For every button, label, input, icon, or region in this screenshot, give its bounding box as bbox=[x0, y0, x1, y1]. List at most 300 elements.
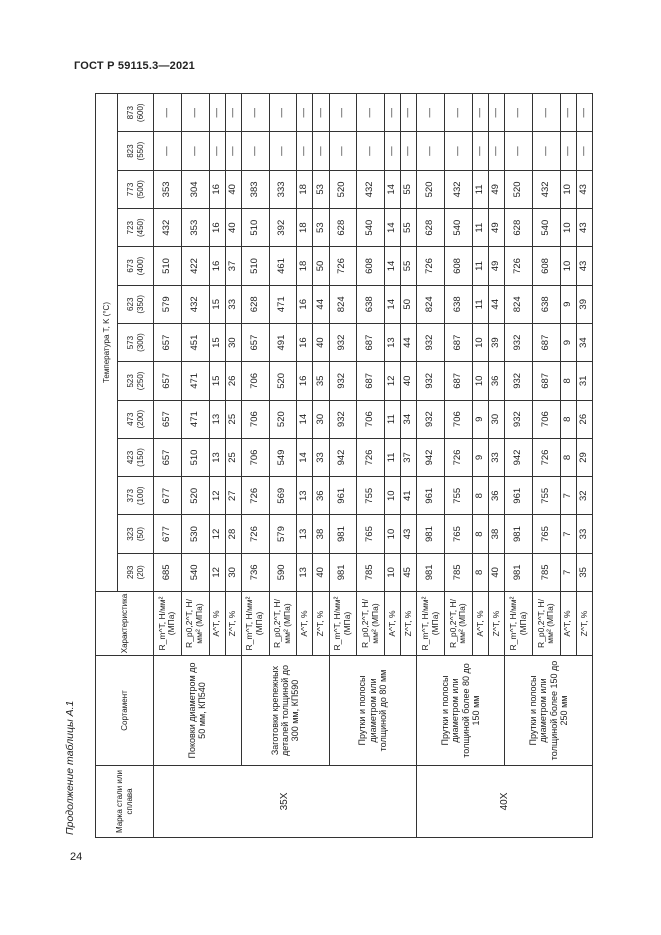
characteristic-cell: Z^T, % bbox=[576, 592, 592, 656]
value-cell: — bbox=[209, 94, 225, 132]
value-cell: 7 bbox=[560, 553, 576, 591]
value-cell: — bbox=[297, 94, 313, 132]
value-cell: 8 bbox=[560, 400, 576, 438]
temperature-kelvin: 573 bbox=[126, 335, 136, 350]
temperature-kelvin: 873 bbox=[126, 106, 136, 120]
value-cell: 540 bbox=[445, 209, 473, 247]
value-cell: 961 bbox=[329, 477, 357, 515]
value-cell: 43 bbox=[401, 515, 417, 553]
value-cell: 726 bbox=[417, 247, 445, 285]
value-cell: — bbox=[532, 132, 560, 170]
value-cell: 687 bbox=[357, 323, 385, 361]
value-cell: 40 bbox=[313, 323, 329, 361]
value-cell: 755 bbox=[445, 477, 473, 515]
value-cell: 608 bbox=[532, 247, 560, 285]
value-cell: 30 bbox=[225, 553, 241, 591]
value-cell: 25 bbox=[225, 400, 241, 438]
characteristic-cell: A^T, % bbox=[385, 592, 401, 656]
value-cell: 726 bbox=[329, 247, 357, 285]
value-cell: — bbox=[576, 94, 592, 132]
value-cell: 510 bbox=[241, 247, 269, 285]
value-cell: — bbox=[329, 132, 357, 170]
value-cell: 39 bbox=[489, 323, 505, 361]
value-cell: — bbox=[154, 132, 182, 170]
value-cell: 12 bbox=[209, 515, 225, 553]
value-cell: 520 bbox=[181, 477, 209, 515]
value-cell: 35 bbox=[576, 553, 592, 591]
table-row bbox=[417, 94, 445, 838]
temperature-kelvin: 473 bbox=[126, 412, 136, 426]
value-cell: 27 bbox=[225, 477, 241, 515]
value-cell: — bbox=[532, 94, 560, 132]
temperature-celsius: (50) bbox=[135, 526, 145, 542]
value-cell: 8 bbox=[560, 438, 576, 476]
characteristic-cell: R_m^T, Н/мм² (МПа) bbox=[505, 592, 533, 656]
value-cell: — bbox=[241, 132, 269, 170]
value-cell: 736 bbox=[241, 553, 269, 591]
value-cell: 657 bbox=[154, 438, 182, 476]
value-cell: — bbox=[560, 94, 576, 132]
value-cell: 726 bbox=[532, 438, 560, 476]
value-cell: 11 bbox=[472, 209, 488, 247]
value-cell: 706 bbox=[241, 400, 269, 438]
value-cell: 432 bbox=[445, 170, 473, 208]
value-cell: 510 bbox=[154, 247, 182, 285]
value-cell: 765 bbox=[445, 515, 473, 553]
temperature-kelvin: 323 bbox=[126, 527, 136, 541]
value-cell: 638 bbox=[532, 285, 560, 323]
value-cell: 540 bbox=[181, 553, 209, 591]
value-cell: 33 bbox=[489, 438, 505, 476]
value-cell: 50 bbox=[313, 247, 329, 285]
value-cell: 37 bbox=[401, 438, 417, 476]
temperature-cell bbox=[118, 438, 154, 476]
steel-grade-cell: 35Х bbox=[154, 766, 417, 838]
value-cell: 14 bbox=[385, 170, 401, 208]
value-cell: 706 bbox=[357, 400, 385, 438]
value-cell: 55 bbox=[401, 170, 417, 208]
value-cell: 451 bbox=[181, 323, 209, 361]
characteristic-cell: R_m^T, Н/мм² (МПа) bbox=[241, 592, 269, 656]
temperature-kelvin: 773 bbox=[126, 182, 136, 197]
value-cell: 7 bbox=[560, 515, 576, 553]
value-cell: 14 bbox=[297, 400, 313, 438]
value-cell: — bbox=[154, 94, 182, 132]
value-cell: — bbox=[181, 132, 209, 170]
value-cell: 44 bbox=[489, 285, 505, 323]
value-cell: 7 bbox=[560, 477, 576, 515]
value-cell: 706 bbox=[445, 400, 473, 438]
value-cell: 39 bbox=[576, 285, 592, 323]
value-cell: — bbox=[357, 94, 385, 132]
value-cell: 11 bbox=[385, 400, 401, 438]
value-cell: 628 bbox=[505, 209, 533, 247]
table-row bbox=[505, 94, 533, 838]
value-cell: 510 bbox=[241, 209, 269, 247]
value-cell: 383 bbox=[241, 170, 269, 208]
characteristic-cell: A^T, % bbox=[560, 592, 576, 656]
value-cell: 10 bbox=[560, 170, 576, 208]
value-cell: 432 bbox=[532, 170, 560, 208]
value-cell: 755 bbox=[357, 477, 385, 515]
value-cell: 932 bbox=[505, 400, 533, 438]
value-cell: 35 bbox=[313, 362, 329, 400]
characteristic-cell: R_p0,2^T, Н/мм² (МПа) bbox=[445, 592, 473, 656]
value-cell: 540 bbox=[532, 209, 560, 247]
value-cell: 36 bbox=[489, 362, 505, 400]
temperature-cell bbox=[118, 400, 154, 438]
value-cell: 726 bbox=[505, 247, 533, 285]
properties-table bbox=[95, 93, 593, 838]
value-cell: 608 bbox=[357, 247, 385, 285]
value-cell: 10 bbox=[385, 553, 401, 591]
value-cell: — bbox=[329, 94, 357, 132]
characteristic-cell: A^T, % bbox=[472, 592, 488, 656]
value-cell: 43 bbox=[576, 247, 592, 285]
temperature-kelvin: 673 bbox=[126, 259, 136, 273]
value-cell: 9 bbox=[472, 400, 488, 438]
value-cell: 10 bbox=[472, 362, 488, 400]
sortament-cell: Прутки и полосы диаметром или толщиной более 150 до 250 мм bbox=[505, 656, 593, 766]
value-cell: 657 bbox=[154, 400, 182, 438]
sortament-column-header: Сортамент bbox=[96, 656, 154, 766]
value-cell: — bbox=[417, 132, 445, 170]
temperature-kelvin: 293 bbox=[126, 565, 136, 580]
value-cell: 471 bbox=[181, 362, 209, 400]
temperature-cell bbox=[118, 477, 154, 515]
characteristic-cell: R_p0,2^T, Н/мм² (МПа) bbox=[532, 592, 560, 656]
value-cell: — bbox=[225, 132, 241, 170]
value-cell: 13 bbox=[297, 477, 313, 515]
grade-column-header: Марка стали или сплава bbox=[96, 766, 154, 838]
value-cell: 657 bbox=[154, 362, 182, 400]
value-cell: 549 bbox=[269, 438, 297, 476]
value-cell: 961 bbox=[417, 477, 445, 515]
value-cell: 33 bbox=[313, 438, 329, 476]
value-cell: 706 bbox=[241, 438, 269, 476]
value-cell: 520 bbox=[269, 400, 297, 438]
value-cell: 32 bbox=[576, 477, 592, 515]
sortament-cell: Прутки и полосы диаметром или толщиной более 80 до 150 мм bbox=[417, 656, 505, 766]
value-cell: 43 bbox=[576, 209, 592, 247]
value-cell: — bbox=[445, 132, 473, 170]
value-cell: — bbox=[560, 132, 576, 170]
value-cell: 16 bbox=[209, 170, 225, 208]
characteristic-cell: R_p0,2^T, Н/мм² (МПа) bbox=[357, 592, 385, 656]
value-cell: 471 bbox=[269, 285, 297, 323]
value-cell: — bbox=[269, 132, 297, 170]
value-cell: 41 bbox=[401, 477, 417, 515]
value-cell: 8 bbox=[472, 477, 488, 515]
value-cell: 18 bbox=[297, 170, 313, 208]
value-cell: — bbox=[472, 94, 488, 132]
value-cell: 30 bbox=[489, 400, 505, 438]
value-cell: 13 bbox=[297, 553, 313, 591]
value-cell: 765 bbox=[357, 515, 385, 553]
characteristic-cell: A^T, % bbox=[297, 592, 313, 656]
value-cell: 785 bbox=[532, 553, 560, 591]
value-cell: 11 bbox=[472, 247, 488, 285]
value-cell: 569 bbox=[269, 477, 297, 515]
value-cell: — bbox=[313, 132, 329, 170]
characteristic-cell: Z^T, % bbox=[313, 592, 329, 656]
value-cell: 55 bbox=[401, 247, 417, 285]
value-cell: — bbox=[181, 94, 209, 132]
value-cell: 16 bbox=[297, 362, 313, 400]
value-cell: 353 bbox=[181, 209, 209, 247]
value-cell: 34 bbox=[401, 400, 417, 438]
temperature-celsius: (400) bbox=[135, 256, 145, 276]
value-cell: 520 bbox=[329, 170, 357, 208]
value-cell: 824 bbox=[417, 285, 445, 323]
value-cell: 628 bbox=[329, 209, 357, 247]
temperature-cell bbox=[118, 362, 154, 400]
value-cell: 981 bbox=[505, 553, 533, 591]
value-cell: — bbox=[225, 94, 241, 132]
value-cell: 932 bbox=[417, 400, 445, 438]
value-cell: — bbox=[505, 94, 533, 132]
value-cell: 16 bbox=[209, 209, 225, 247]
temperature-cell bbox=[118, 94, 154, 132]
temperature-celsius: (100) bbox=[135, 486, 145, 506]
value-cell: 49 bbox=[489, 209, 505, 247]
value-cell: 13 bbox=[209, 400, 225, 438]
value-cell: 942 bbox=[505, 438, 533, 476]
value-cell: 942 bbox=[329, 438, 357, 476]
value-cell: 13 bbox=[385, 323, 401, 361]
value-cell: 18 bbox=[297, 247, 313, 285]
value-cell: 16 bbox=[297, 323, 313, 361]
value-cell: 932 bbox=[329, 323, 357, 361]
value-cell: 981 bbox=[417, 515, 445, 553]
temperature-kelvin: 623 bbox=[126, 297, 136, 311]
value-cell: — bbox=[385, 94, 401, 132]
temperature-celsius: (350) bbox=[135, 294, 145, 314]
value-cell: 981 bbox=[329, 515, 357, 553]
value-cell: — bbox=[417, 94, 445, 132]
value-cell: 932 bbox=[417, 362, 445, 400]
value-cell: — bbox=[505, 132, 533, 170]
value-cell: 932 bbox=[417, 323, 445, 361]
characteristic-cell: Z^T, % bbox=[489, 592, 505, 656]
value-cell: 579 bbox=[154, 285, 182, 323]
value-cell: — bbox=[241, 94, 269, 132]
value-cell: 26 bbox=[225, 362, 241, 400]
value-cell: 10 bbox=[385, 515, 401, 553]
characteristic-cell: Z^T, % bbox=[225, 592, 241, 656]
table-caption: Продолжение таблицы А.1 bbox=[64, 700, 76, 835]
value-cell: 13 bbox=[209, 438, 225, 476]
value-cell: 961 bbox=[505, 477, 533, 515]
temperature-kelvin: 823 bbox=[126, 144, 136, 158]
value-cell: 10 bbox=[472, 323, 488, 361]
value-cell: 932 bbox=[505, 323, 533, 361]
value-cell: 15 bbox=[209, 285, 225, 323]
value-cell: 45 bbox=[401, 553, 417, 591]
value-cell: 9 bbox=[560, 285, 576, 323]
value-cell: 36 bbox=[313, 477, 329, 515]
temperature-cell bbox=[118, 515, 154, 553]
value-cell: 638 bbox=[445, 285, 473, 323]
value-cell: 50 bbox=[401, 285, 417, 323]
value-cell: 471 bbox=[181, 400, 209, 438]
characteristic-cell: Z^T, % bbox=[401, 592, 417, 656]
characteristic-column-header: Характеристика bbox=[96, 592, 154, 656]
value-cell: 16 bbox=[209, 247, 225, 285]
temperature-celsius: (550) bbox=[135, 141, 145, 161]
value-cell: 14 bbox=[385, 247, 401, 285]
value-cell: 40 bbox=[225, 170, 241, 208]
table-row bbox=[241, 94, 269, 838]
value-cell: 10 bbox=[560, 247, 576, 285]
value-cell: 40 bbox=[225, 209, 241, 247]
value-cell: 608 bbox=[445, 247, 473, 285]
sortament-cell: Прутки и полосы диаметром или толщиной до 80 мм bbox=[329, 656, 417, 766]
value-cell: 726 bbox=[241, 515, 269, 553]
value-cell: 657 bbox=[154, 323, 182, 361]
value-cell: — bbox=[576, 132, 592, 170]
steel-grade-cell: 40Х bbox=[417, 766, 593, 838]
value-cell: 38 bbox=[313, 515, 329, 553]
value-cell: 10 bbox=[385, 477, 401, 515]
value-cell: 932 bbox=[329, 362, 357, 400]
value-cell: 520 bbox=[505, 170, 533, 208]
value-cell: 824 bbox=[505, 285, 533, 323]
value-cell: 36 bbox=[489, 477, 505, 515]
value-cell: 43 bbox=[576, 170, 592, 208]
temperature-celsius: (250) bbox=[135, 371, 145, 391]
value-cell: 25 bbox=[225, 438, 241, 476]
characteristic-cell: R_m^T, Н/мм² (МПа) bbox=[417, 592, 445, 656]
value-cell: 44 bbox=[313, 285, 329, 323]
temperature-header: Температура T, K (°C) bbox=[96, 94, 118, 592]
temperature-cell bbox=[118, 285, 154, 323]
value-cell: 9 bbox=[472, 438, 488, 476]
value-cell: 432 bbox=[154, 209, 182, 247]
value-cell: 40 bbox=[313, 553, 329, 591]
temperature-cell bbox=[118, 553, 154, 591]
characteristic-cell: R_p0,2^T, Н/мм² (МПа) bbox=[269, 592, 297, 656]
temperature-celsius: (20) bbox=[135, 565, 145, 580]
value-cell: 726 bbox=[445, 438, 473, 476]
temperature-celsius: (300) bbox=[135, 333, 145, 352]
value-cell: — bbox=[297, 132, 313, 170]
value-cell: 677 bbox=[154, 477, 182, 515]
value-cell: 40 bbox=[401, 362, 417, 400]
value-cell: 824 bbox=[329, 285, 357, 323]
value-cell: 932 bbox=[505, 362, 533, 400]
value-cell: — bbox=[209, 132, 225, 170]
value-cell: 38 bbox=[489, 515, 505, 553]
characteristic-cell: R_m^T, Н/мм² (МПа) bbox=[154, 592, 182, 656]
value-cell: 392 bbox=[269, 209, 297, 247]
sortament-cell: Заготовки крепежных деталей толщиной до 300 мм, КП590 bbox=[241, 656, 329, 766]
value-cell: 8 bbox=[472, 515, 488, 553]
value-cell: 579 bbox=[269, 515, 297, 553]
value-cell: 33 bbox=[576, 515, 592, 553]
temperature-celsius: (500) bbox=[135, 180, 145, 199]
temperature-celsius: (450) bbox=[135, 218, 145, 238]
value-cell: 657 bbox=[241, 323, 269, 361]
value-cell: 942 bbox=[417, 438, 445, 476]
value-cell: 28 bbox=[225, 515, 241, 553]
value-cell: 687 bbox=[532, 323, 560, 361]
value-cell: — bbox=[269, 94, 297, 132]
value-cell: 422 bbox=[181, 247, 209, 285]
value-cell: 687 bbox=[357, 362, 385, 400]
value-cell: 29 bbox=[576, 438, 592, 476]
temperature-kelvin: 423 bbox=[126, 450, 136, 465]
characteristic-cell: R_m^T, Н/мм² (МПа) bbox=[329, 592, 357, 656]
document-header: ГОСТ Р 59115.3—2021 bbox=[74, 60, 195, 72]
temperature-cell bbox=[118, 247, 154, 285]
value-cell: 638 bbox=[357, 285, 385, 323]
value-cell: 31 bbox=[576, 362, 592, 400]
value-cell: 30 bbox=[313, 400, 329, 438]
value-cell: — bbox=[472, 132, 488, 170]
value-cell: 8 bbox=[560, 362, 576, 400]
value-cell: 11 bbox=[472, 285, 488, 323]
value-cell: 530 bbox=[181, 515, 209, 553]
value-cell: 726 bbox=[241, 477, 269, 515]
temperature-kelvin: 723 bbox=[126, 221, 136, 235]
temperature-celsius: (600) bbox=[135, 103, 145, 123]
value-cell: 461 bbox=[269, 247, 297, 285]
characteristic-cell: R_p0,2^T, Н/мм² (МПа) bbox=[181, 592, 209, 656]
value-cell: 510 bbox=[181, 438, 209, 476]
value-cell: 12 bbox=[209, 477, 225, 515]
value-cell: 687 bbox=[445, 362, 473, 400]
value-cell: 628 bbox=[417, 209, 445, 247]
value-cell: 40 bbox=[489, 553, 505, 591]
temperature-kelvin: 373 bbox=[126, 489, 136, 503]
value-cell: 10 bbox=[560, 209, 576, 247]
page-number: 24 bbox=[70, 851, 83, 863]
value-cell: 432 bbox=[357, 170, 385, 208]
value-cell: 11 bbox=[472, 170, 488, 208]
value-cell: 932 bbox=[329, 400, 357, 438]
value-cell: 765 bbox=[532, 515, 560, 553]
value-cell: 706 bbox=[532, 400, 560, 438]
value-cell: 520 bbox=[417, 170, 445, 208]
value-cell: 755 bbox=[532, 477, 560, 515]
temperature-cell bbox=[118, 209, 154, 247]
value-cell: — bbox=[445, 94, 473, 132]
temperature-kelvin: 523 bbox=[126, 374, 136, 388]
value-cell: — bbox=[357, 132, 385, 170]
table-row bbox=[154, 94, 182, 838]
table-row bbox=[329, 94, 357, 838]
value-cell: 34 bbox=[576, 323, 592, 361]
value-cell: 14 bbox=[385, 285, 401, 323]
value-cell: 685 bbox=[154, 553, 182, 591]
value-cell: 55 bbox=[401, 209, 417, 247]
value-cell: 726 bbox=[357, 438, 385, 476]
rotated-table-container bbox=[95, 94, 593, 838]
value-cell: 14 bbox=[385, 209, 401, 247]
value-cell: 432 bbox=[181, 285, 209, 323]
characteristic-cell: A^T, % bbox=[209, 592, 225, 656]
value-cell: 687 bbox=[532, 362, 560, 400]
temperature-celsius: (150) bbox=[135, 448, 145, 467]
value-cell: 15 bbox=[209, 323, 225, 361]
value-cell: — bbox=[489, 132, 505, 170]
value-cell: 353 bbox=[154, 170, 182, 208]
value-cell: — bbox=[401, 132, 417, 170]
value-cell: 520 bbox=[269, 362, 297, 400]
temperature-cell bbox=[118, 170, 154, 208]
value-cell: 12 bbox=[385, 362, 401, 400]
